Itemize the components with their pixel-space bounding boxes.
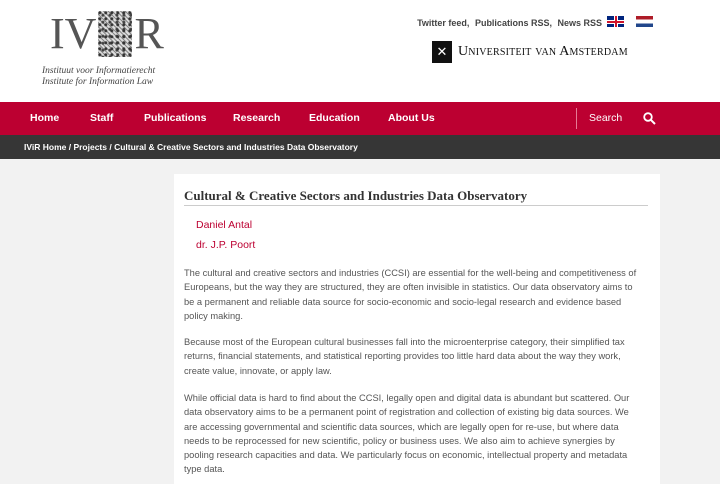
author-link[interactable]: Daniel Antal (196, 219, 253, 231)
nav-divider (576, 108, 577, 129)
english-flag-icon[interactable] (607, 16, 624, 27)
nav-education[interactable]: Education (309, 112, 360, 124)
body-paragraph: While official data is hard to find about the CCSI, legally open and digital data is abundant but scattered. Our data observatory aims to be a permanent point of registration and collection of existing big data sources. We are accessing governmental and scientific data sources, which are legally open for re-use, but where data needs to be reprocessed for new scientific, policy or business uses. We also aim to achieve synergies by pooling research capacities and data. We particularly focus on economic, intellectual property and metadata type data. (184, 393, 630, 475)
nav-publications[interactable]: Publications (144, 112, 207, 124)
top-links (414, 18, 602, 28)
logo-subtitle (42, 66, 155, 88)
nav-about-us[interactable]: About Us (388, 112, 435, 124)
dutch-flag-icon[interactable] (636, 16, 653, 27)
search-field[interactable]: Search (589, 112, 623, 124)
search-icon[interactable] (643, 112, 656, 125)
title-divider (184, 205, 648, 206)
breadcrumb-text[interactable]: IViR Home / Projects / Cultural & Creative Sectors and Industries Data Observatory (24, 142, 358, 152)
logo-mark (50, 8, 164, 60)
breadcrumb (0, 135, 720, 159)
logo-text-left: IV (50, 9, 97, 58)
uva-name: Universiteit van Amsterdam (458, 44, 628, 59)
uva-crest-icon: ✕ (432, 41, 452, 63)
nav-home[interactable]: Home (30, 112, 60, 124)
logo-ornament-icon (98, 11, 132, 57)
page-title: Cultural & Creative Sectors and Industries Data Observatory (184, 188, 528, 203)
logo-text-right: R (134, 9, 164, 58)
author-link[interactable]: dr. J.P. Poort (196, 239, 256, 251)
publications-rss-link[interactable]: Publications RSS, (474, 18, 552, 28)
nav-research[interactable]: Research (233, 112, 281, 124)
twitter-feed-link[interactable]: Twitter feed, (417, 18, 470, 28)
main-nav (0, 102, 720, 135)
news-rss-link[interactable]: News RSS (557, 18, 602, 28)
site-header (0, 0, 720, 102)
nav-staff[interactable]: Staff (90, 112, 114, 124)
body-paragraph: Because most of the European cultural businesses fall into the microenterprise category, their simplified tax returns, financial statements, and statistical reporting provides too little hard data about the way they work, create value, innovate, or apply law. (184, 337, 625, 376)
ivir-logo[interactable] (42, 8, 167, 92)
main-content (174, 174, 660, 484)
logo-subtitle-nl: Instituut voor Informatierecht (42, 66, 156, 76)
logo-subtitle-en: Institute for Information Law (42, 77, 154, 87)
body-paragraph: The cultural and creative sectors and industries (CCSI) are essential for the well-being and competitiveness of Europeans, but the way they are structured, they are often invisible in statistics. Our data observatory aims to be a permanent and reliable data source for socio-economic and socio-legal research and evidence based policy making. (184, 268, 637, 321)
uva-logo[interactable] (432, 41, 628, 63)
